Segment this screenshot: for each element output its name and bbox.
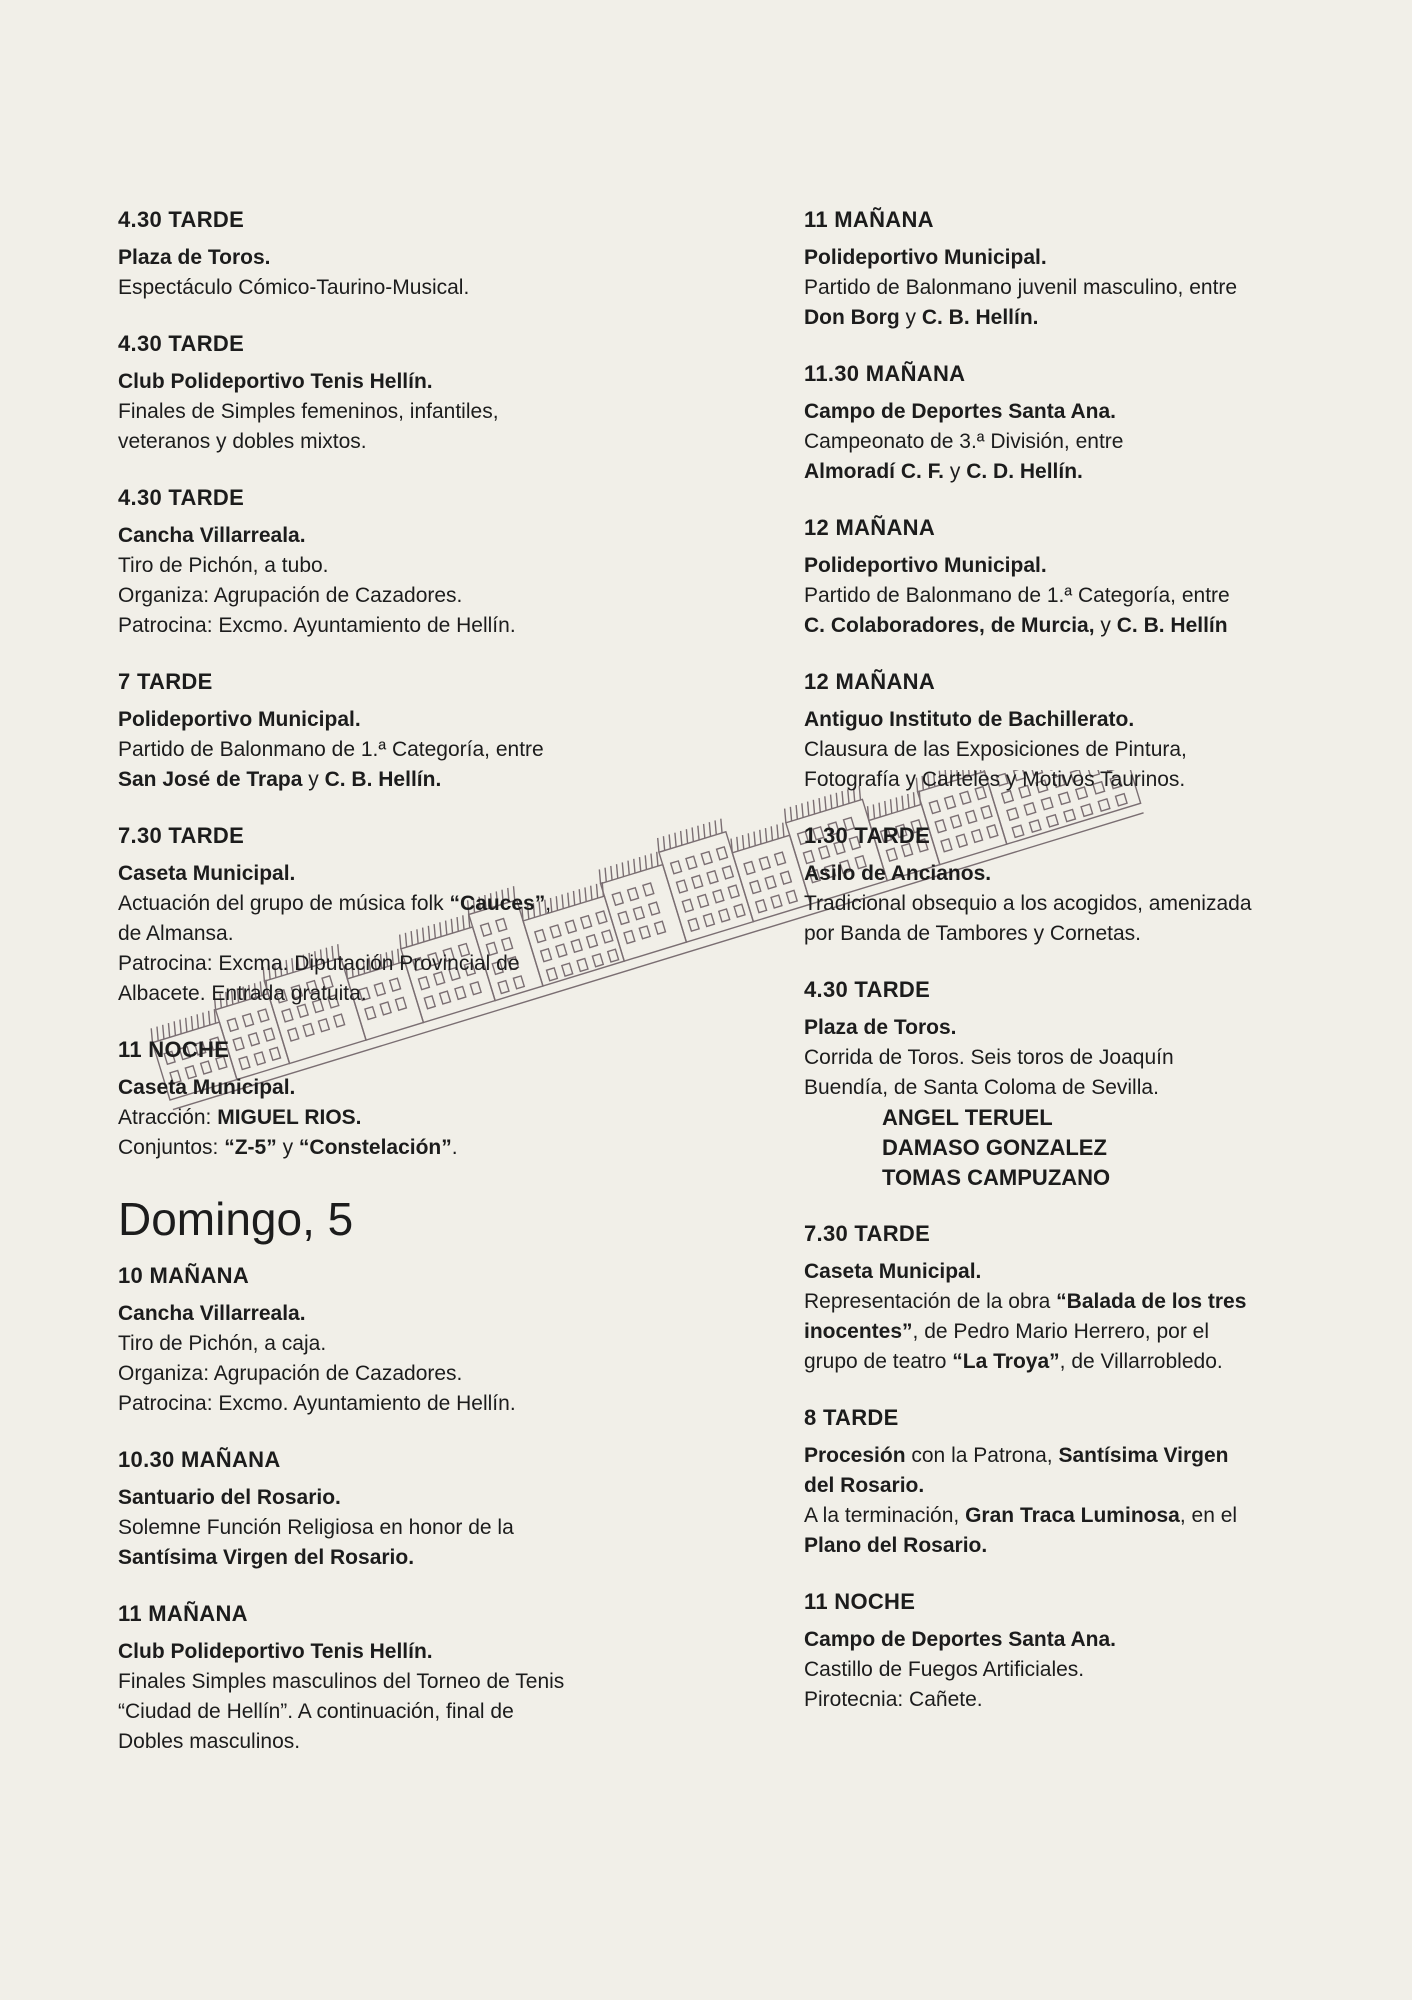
event-time: 4.30 TARDE [804,977,931,1002]
event-line [804,1655,1364,1685]
event-text: Buendía, de Santa Coloma de Sevilla. [804,1076,1159,1099]
event-text-bold: Club Polideportivo Tenis Hellín. [118,370,433,393]
event-text: Castillo de Fuegos Artificiales. [804,1658,1085,1681]
event-text-bold: Polideportivo Municipal. [804,246,1047,269]
event-line [804,735,1364,765]
event-text: Solemne Función Religiosa en honor de la [118,1516,514,1539]
event-line [804,1287,1364,1317]
event-line [804,1471,1364,1501]
event-text: , de Pedro Mario Herrero, por el [912,1320,1209,1343]
event-text-bold: Santuario del Rosario. [118,1486,341,1509]
event-line [118,1543,678,1573]
day-heading: Domingo, 5 [118,1193,354,1245]
right-column [804,205,1364,1741]
event-line [804,273,1364,303]
event-line [118,427,678,457]
event-line [804,889,1364,919]
event-line [118,367,678,397]
event-line [118,919,678,949]
event-time: 4.30 TARDE [118,207,245,232]
event-text: Partido de Balonmano de 1.ª Categoría, entre [118,738,544,761]
event-line [804,705,1364,735]
event-line [804,1531,1364,1561]
event-line [118,1359,678,1389]
event-time: 7.30 TARDE [804,1221,931,1246]
program-event [804,975,1364,1193]
left-events-bottom [118,1261,678,1757]
event-line [118,1483,678,1513]
event-time: 11 NOCHE [804,1589,916,1614]
event-line [804,1347,1364,1377]
program-event [804,1219,1364,1377]
event-text: Pirotecnia: Cañete. [804,1688,983,1711]
event-text-bold: San José de Trapa [118,768,303,791]
event-text-bold: Antiguo Instituto de Bachillerato. [804,708,1135,731]
program-event [804,667,1364,795]
event-text: Finales de Simples femeninos, infantiles, [118,400,499,423]
event-time: 12 MAÑANA [804,515,936,540]
event-line [804,303,1364,333]
event-text: Atracción: [118,1106,218,1129]
program-event [804,359,1364,487]
event-text: y [276,1136,299,1159]
event-text-bold: “Cauces” [449,892,546,915]
event-text: Espectáculo Cómico-Taurino-Musical. [118,276,470,299]
event-line [804,1257,1364,1287]
event-text-bold: C. B. Hellín [1116,614,1228,637]
program-event [804,1403,1364,1561]
event-text-bold: Cancha Villarreala. [118,1302,306,1325]
event-text: Partido de Balonmano de 1.ª Categoría, entre [804,584,1230,607]
event-line [118,1667,678,1697]
event-line [118,1103,678,1133]
event-text-bold: Asilo de Ancianos. [804,862,992,885]
event-line [804,1043,1364,1073]
event-line [118,273,678,303]
event-text-bold: Don Borg [804,306,900,329]
event-text: Clausura de las Exposiciones de Pintura, [804,738,1187,761]
event-text: . [451,1136,458,1159]
event-time: 10.30 MAÑANA [118,1447,281,1472]
event-text: Fotografía y Carteles y Motivos Taurinos. [804,768,1186,791]
event-text: , en el [1179,1504,1238,1527]
event-text-bold: Procesión [804,1444,906,1467]
event-time: 4.30 TARDE [118,331,245,356]
program-event [118,483,678,641]
event-text: y [1094,614,1117,637]
event-line [118,581,678,611]
event-text-bold: Campo de Deportes Santa Ana. [804,1628,1116,1651]
event-line [118,1389,678,1419]
program-event [118,1599,678,1757]
event-time: 1.30 TARDE [804,823,931,848]
event-text: Tiro de Pichón, a caja. [118,1332,327,1355]
event-line [804,1685,1364,1715]
event-text: grupo de teatro [804,1350,953,1373]
event-time: 11 NOCHE [118,1037,230,1062]
event-line [118,979,678,1009]
event-text-bold: C. B. Hellín. [324,768,442,791]
event-text-bold: Gran Traca Luminosa [965,1504,1180,1527]
event-line [804,919,1364,949]
event-line [118,397,678,427]
event-text: por Banda de Tambores y Cornetas. [804,922,1141,945]
event-text: Partido de Balonmano juvenil masculino, entre [804,276,1238,299]
event-text: Tradicional obsequio a los acogidos, amenizada [804,892,1252,915]
event-text-bold: Cancha Villarreala. [118,524,306,547]
event-line [804,1501,1364,1531]
event-line [118,765,678,795]
event-text-bold: Caseta Municipal. [118,1076,296,1099]
event-line [118,1697,678,1727]
event-text-bold: C. B. Hellín. [921,306,1039,329]
event-text: Patrocina: Excma. Diputación Provincial de [118,952,520,975]
event-line [804,765,1364,795]
event-text: Conjuntos: [118,1136,225,1159]
event-text: Patrocina: Excmo. Ayuntamiento de Hellín. [118,1392,516,1415]
event-line [804,611,1364,641]
event-line [118,521,678,551]
bullfighter-name: TOMAS CAMPUZANO [882,1165,1111,1190]
event-text: con la Patrona, [905,1444,1059,1467]
event-line [118,1329,678,1359]
event-text: , [545,892,552,915]
event-line [804,397,1364,427]
event-line [118,949,678,979]
event-line [118,705,678,735]
program-event [804,821,1364,949]
event-line [804,859,1364,889]
program-event [118,1261,678,1419]
event-text: Representación de la obra [804,1290,1057,1313]
program-event [118,821,678,1009]
event-line [804,457,1364,487]
event-text-bold: Campo de Deportes Santa Ana. [804,400,1116,423]
event-line [804,1073,1364,1103]
event-line [118,1637,678,1667]
program-event [118,667,678,795]
event-text-bold: C. Colaboradores, de Murcia, [804,614,1095,637]
event-text-bold: “Constelación” [298,1136,452,1159]
event-text: Organiza: Agrupación de Cazadores. [118,1362,463,1385]
program-event [118,329,678,457]
event-line [118,1727,678,1757]
event-line [804,1441,1364,1471]
event-line [804,551,1364,581]
event-text: Corrida de Toros. Seis toros de Joaquín [804,1046,1174,1069]
event-line [118,1133,678,1163]
event-line [118,1073,678,1103]
event-line [118,551,678,581]
event-time: 11 MAÑANA [118,1601,248,1626]
event-text: Organiza: Agrupación de Cazadores. [118,584,463,607]
event-text: y [302,768,325,791]
event-text-bold: “Balada de los tres [1056,1290,1247,1313]
event-text: de Almansa. [118,922,234,945]
event-text: Campeonato de 3.ª División, entre [804,430,1124,453]
event-text: y [899,306,922,329]
event-text: y [944,460,967,483]
event-text-bold: MIGUEL RIOS. [217,1106,362,1129]
event-time: 11 MAÑANA [804,207,934,232]
program-event [804,205,1364,333]
event-text: Albacete. Entrada gratuita. [118,982,367,1005]
event-text-bold: Santísima Virgen del Rosario. [118,1546,415,1569]
event-time: 4.30 TARDE [118,485,245,510]
event-text-bold: Club Polideportivo Tenis Hellín. [118,1640,433,1663]
event-line [804,427,1364,457]
event-text-bold: Santísima Virgen [1058,1444,1229,1467]
event-line [118,243,678,273]
event-time: 7 TARDE [118,669,213,694]
program-event [804,1587,1364,1715]
event-text-bold: Caseta Municipal. [118,862,296,885]
bullfighter-name: DAMASO GONZALEZ [882,1135,1107,1160]
event-time: 8 TARDE [804,1405,899,1430]
event-line [804,1625,1364,1655]
right-events [804,205,1364,1715]
event-text-bold: Almoradí C. F. [804,460,945,483]
event-text-bold: del Rosario. [804,1474,925,1497]
event-text-bold: “La Troya” [952,1350,1060,1373]
event-line [118,1513,678,1543]
event-text: A la terminación, [804,1504,966,1527]
program-event [118,1035,678,1163]
event-text: veteranos y dobles mixtos. [118,430,367,453]
event-text: Finales Simples masculinos del Torneo de Tenis [118,1670,565,1693]
event-time: 10 MAÑANA [118,1263,250,1288]
event-text: , de Villarrobledo. [1059,1350,1223,1373]
event-text-bold: “Z-5” [224,1136,277,1159]
event-text-bold: Plaza de Toros. [804,1016,957,1039]
event-line [118,1299,678,1329]
event-text-bold: inocentes” [804,1320,913,1343]
bullfighter-name: ANGEL TERUEL [882,1105,1053,1130]
event-time: 7.30 TARDE [118,823,245,848]
left-events-top [118,205,678,1163]
event-time: 12 MAÑANA [804,669,936,694]
program-event [118,1445,678,1573]
event-line [118,735,678,765]
event-text-bold: Polideportivo Municipal. [118,708,361,731]
event-line [118,889,678,919]
event-text: Patrocina: Excmo. Ayuntamiento de Hellín. [118,614,516,637]
event-text-bold: Caseta Municipal. [804,1260,982,1283]
event-line [804,243,1364,273]
event-line [118,859,678,889]
event-line [804,581,1364,611]
event-text-bold: C. D. Hellín. [966,460,1083,483]
event-text: Tiro de Pichón, a tubo. [118,554,329,577]
event-text-bold: Polideportivo Municipal. [804,554,1047,577]
event-text-bold: Plaza de Toros. [118,246,271,269]
left-column [118,205,678,1783]
program-event [118,205,678,303]
event-line [804,1013,1364,1043]
program-event [804,513,1364,641]
event-time: 11.30 MAÑANA [804,361,966,386]
event-text: Dobles masculinos. [118,1730,301,1753]
event-text: “Ciudad de Hellín”. A continuación, final de [118,1700,514,1723]
event-line [118,611,678,641]
event-text-bold: Plano del Rosario. [804,1534,988,1557]
event-line [804,1317,1364,1347]
event-text: Actuación del grupo de música folk [118,892,450,915]
